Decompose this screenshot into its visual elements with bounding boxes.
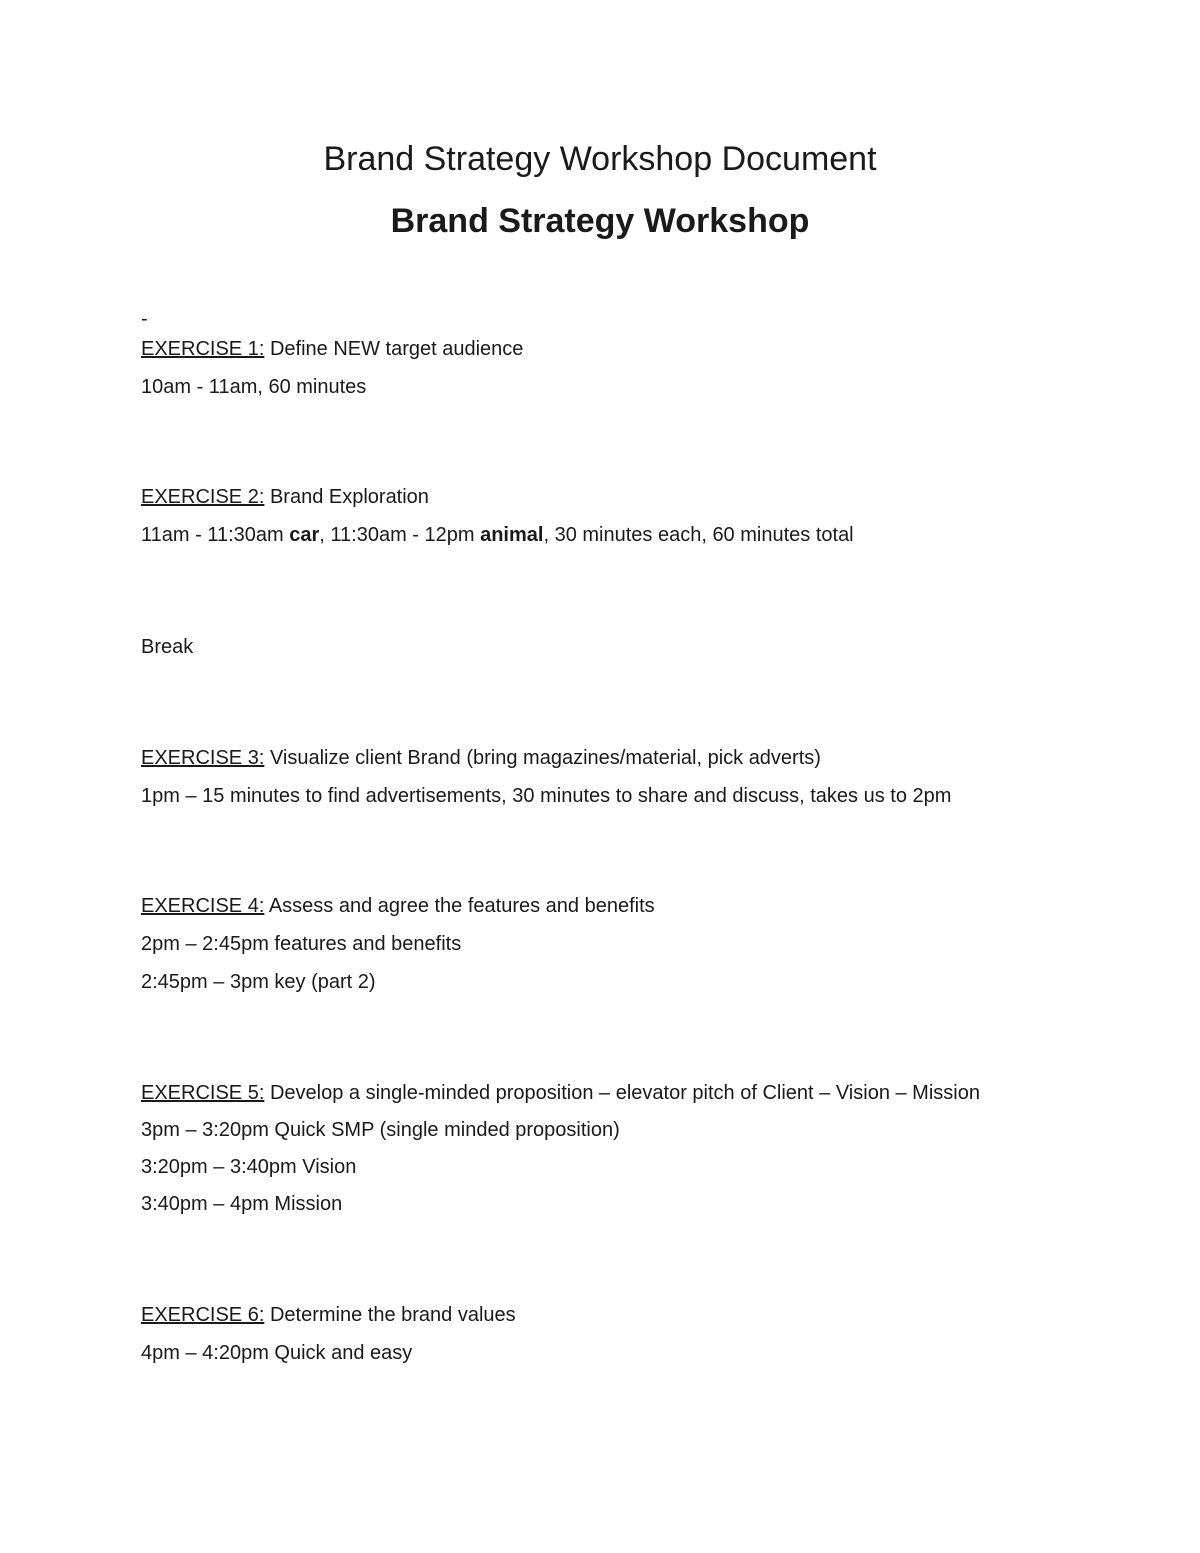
exercise-2-schedule-part-3: , 30 minutes each, 60 minutes total	[543, 524, 854, 546]
dash-marker: -	[141, 308, 148, 330]
exercise-3-label: EXERCISE 3:	[141, 747, 265, 769]
exercise-3-schedule: 1pm – 15 minutes to find advertisements, 30 minutes to share and discuss, takes us to 2pm	[141, 785, 952, 807]
exercise-4-heading	[141, 895, 655, 918]
exercise-4-title: Assess and agree the features and benefits	[264, 895, 655, 917]
exercise-3-heading	[141, 747, 821, 770]
document-heading: Brand Strategy Workshop	[390, 202, 810, 240]
exercise-2-animal: animal	[480, 524, 544, 546]
exercise-1-schedule: 10am - 11am, 60 minutes	[141, 376, 367, 398]
exercise-2-schedule-part-1: 11am - 11:30am	[141, 524, 290, 546]
exercise-2-schedule	[141, 524, 854, 547]
break-label: Break	[141, 636, 194, 658]
exercise-2-label: EXERCISE 2:	[141, 486, 265, 508]
exercise-2-schedule-part-2: , 11:30am - 12pm	[319, 524, 481, 546]
exercise-5-title: Develop a single-minded proposition – elevator pitch of Client – Vision – Mission	[264, 1082, 980, 1104]
exercise-6-heading	[141, 1304, 516, 1327]
exercise-4-schedule-2: 2:45pm – 3pm key (part 2)	[141, 971, 376, 993]
exercise-1-label: EXERCISE 1:	[141, 338, 265, 360]
exercise-3-title: Visualize client Brand (bring magazines/material, pick adverts)	[264, 747, 821, 769]
exercise-6-title: Determine the brand values	[264, 1304, 516, 1326]
exercise-2-heading	[141, 486, 429, 509]
exercise-4-label: EXERCISE 4:	[141, 895, 265, 917]
exercise-5-schedule-2: 3:20pm – 3:40pm Vision	[141, 1156, 357, 1178]
exercise-2-car: car	[289, 524, 320, 546]
exercise-5-schedule-1: 3pm – 3:20pm Quick SMP (single minded proposition)	[141, 1119, 620, 1141]
exercise-2-title: Brand Exploration	[264, 486, 429, 508]
exercise-5-label: EXERCISE 5:	[141, 1082, 265, 1104]
exercise-1-title: Define NEW target audience	[264, 338, 524, 360]
exercise-1-heading	[141, 338, 523, 361]
exercise-5-schedule-3: 3:40pm – 4pm Mission	[141, 1193, 343, 1215]
document-title: Brand Strategy Workshop Document	[323, 140, 877, 178]
exercise-6-label: EXERCISE 6:	[141, 1304, 265, 1326]
exercise-6-schedule: 4pm – 4:20pm Quick and easy	[141, 1342, 413, 1364]
exercise-4-schedule-1: 2pm – 2:45pm features and benefits	[141, 933, 462, 955]
exercise-5-heading	[141, 1082, 980, 1105]
